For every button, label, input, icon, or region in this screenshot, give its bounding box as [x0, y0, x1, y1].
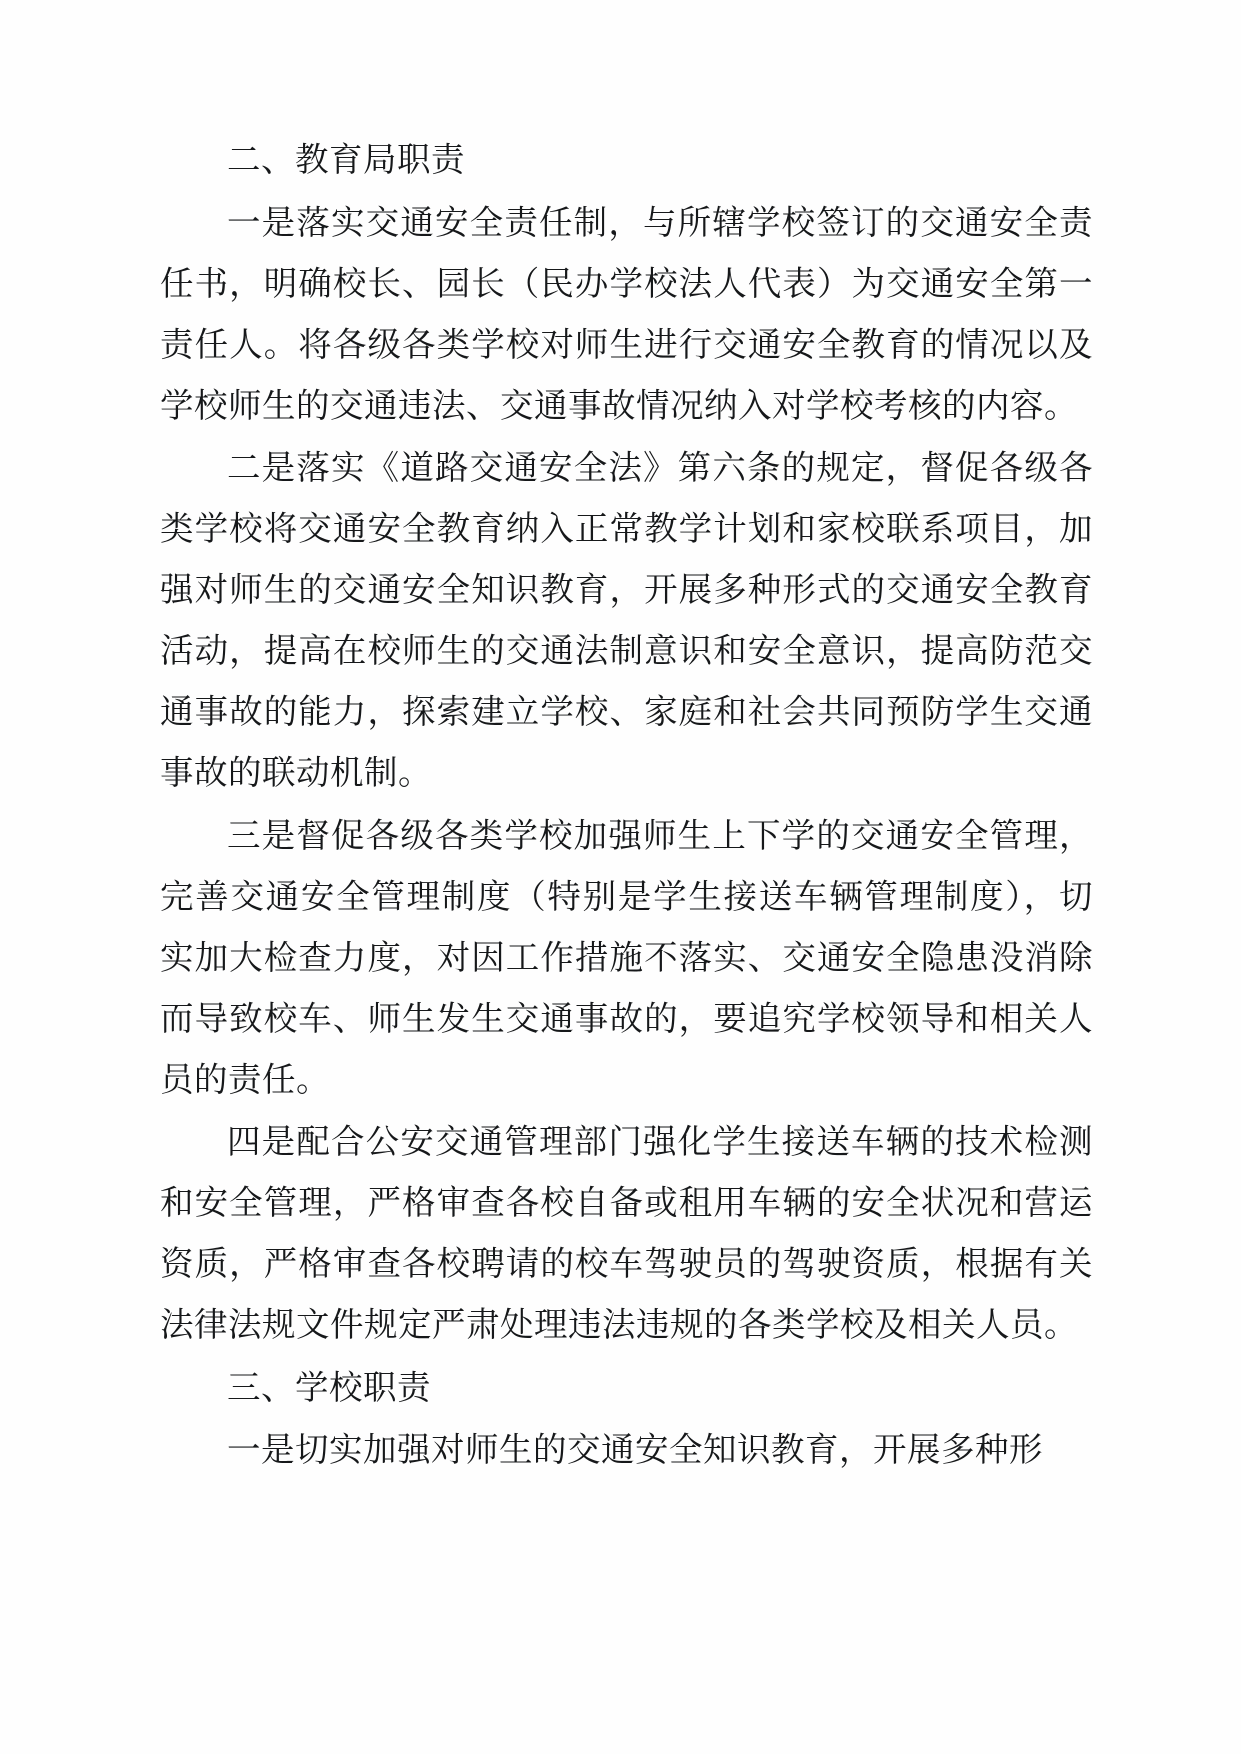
section-heading-two: 二、教育局职责: [227, 140, 465, 179]
document-body: [160, 130, 1093, 1481]
paragraph-item-four: 四是配合公安交通管理部门强化学生接送车辆的技术检测和安全管理，严格审查各校自备或租用车辆的安全状况和营运资质，严格审查各校聘请的校车驾驶员的驾驶资质，根据有关法律法规文件规定严肃处理违法违规的各类学校及相关人员。: [160, 1122, 1093, 1345]
paragraph-item-two: 二是落实《道路交通安全法》第六条的规定，督促各级各类学校将交通安全教育纳入正常教学计划和家校联系项目，加强对师生的交通安全知识教育，开展多种形式的交通安全教育活动，提高在校师生的交通法制意识和安全意识，提高防范交通事故的能力，探索建立学校、家庭和社会共同预防学生交通事故的联动机制。: [160, 448, 1093, 793]
paragraph-item-three: 三是督促各级各类学校加强师生上下学的交通安全管理，完善交通安全管理制度（特别是学生接送车辆管理制度），切实加大检查力度，对因工作措施不落实、交通安全隐患没消除而导致校车、师生发生交通事故的，要追究学校领导和相关人员的责任。: [160, 815, 1093, 1099]
paragraph-school-item-one: 一是切实加强对师生的交通安全知识教育，开展多种形: [227, 1430, 1043, 1470]
section-heading-three: 三、学校职责: [227, 1367, 431, 1407]
paragraph-item-one: 一是落实交通安全责任制，与所辖学校签订的交通安全责任书，明确校长、园长（民办学校法人代表）为交通安全第一责任人。将各级各类学校对师生进行交通安全教育的情况以及学校师生的交通违法、交通事故情况纳入对学校考核的内容。: [160, 202, 1093, 425]
